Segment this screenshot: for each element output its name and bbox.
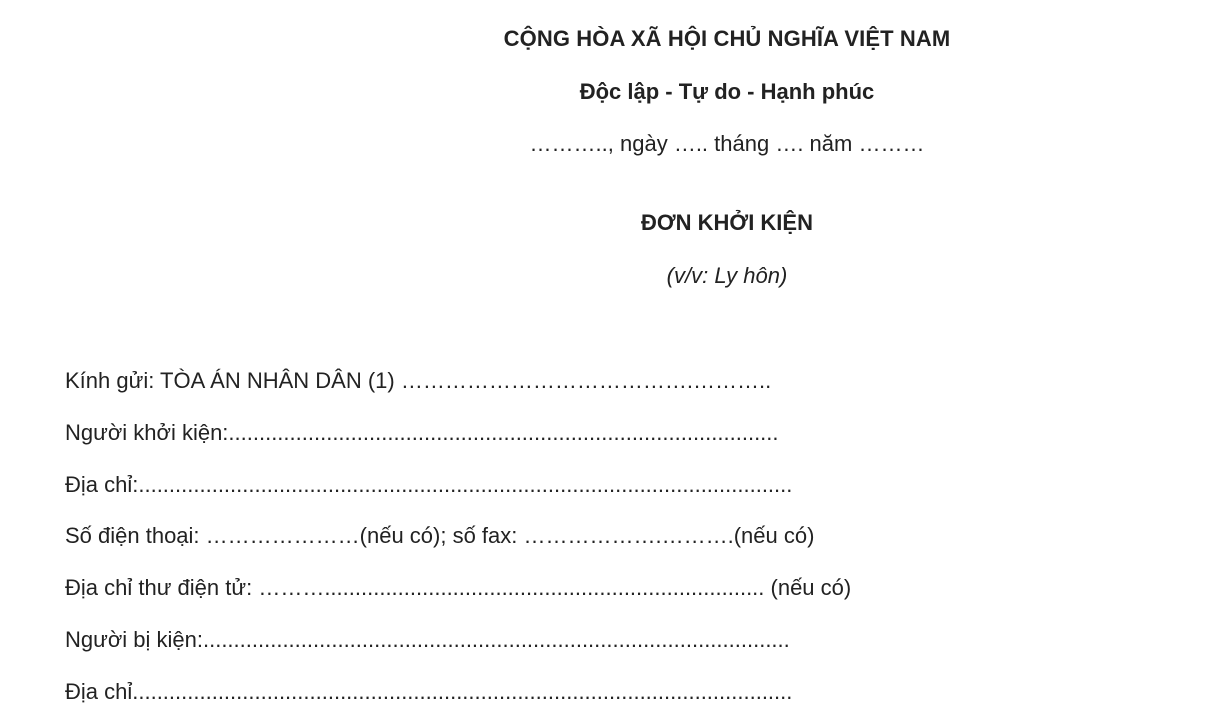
defendant-line: Người bị kiện:................................................................................................: [65, 627, 790, 652]
plaintiff-line: Người khởi kiện:..........................................................................................: [65, 420, 779, 445]
email-line: Địa chỉ thư điện tử: ………........................................................................ (nếu có): [65, 575, 852, 600]
defendant-address-line: Địa chỉ............................................................................................................: [65, 679, 793, 704]
recipient-line: Kính gửi: TÒA ÁN NHÂN DÂN (1) ………………………………….………..: [65, 368, 772, 393]
document-subject: (v/v: Ly hôn): [666, 263, 788, 288]
plaintiff-address-line: Địa chỉ:...........................................................................................................: [65, 472, 793, 497]
phone-fax-line: Số điện thoại: …………………(nếu có); số fax: ……………….……….(nếu có): [65, 523, 815, 548]
national-motto: Độc lập - Tự do - Hạnh phúc: [579, 79, 875, 104]
date-line: ……….., ngày ….. tháng …. năm ………: [529, 131, 925, 156]
national-title: CỘNG HÒA XÃ HỘI CHỦ NGHĨA VIỆT NAM: [503, 26, 951, 51]
document-title: ĐƠN KHỞI KIỆN: [641, 210, 813, 235]
